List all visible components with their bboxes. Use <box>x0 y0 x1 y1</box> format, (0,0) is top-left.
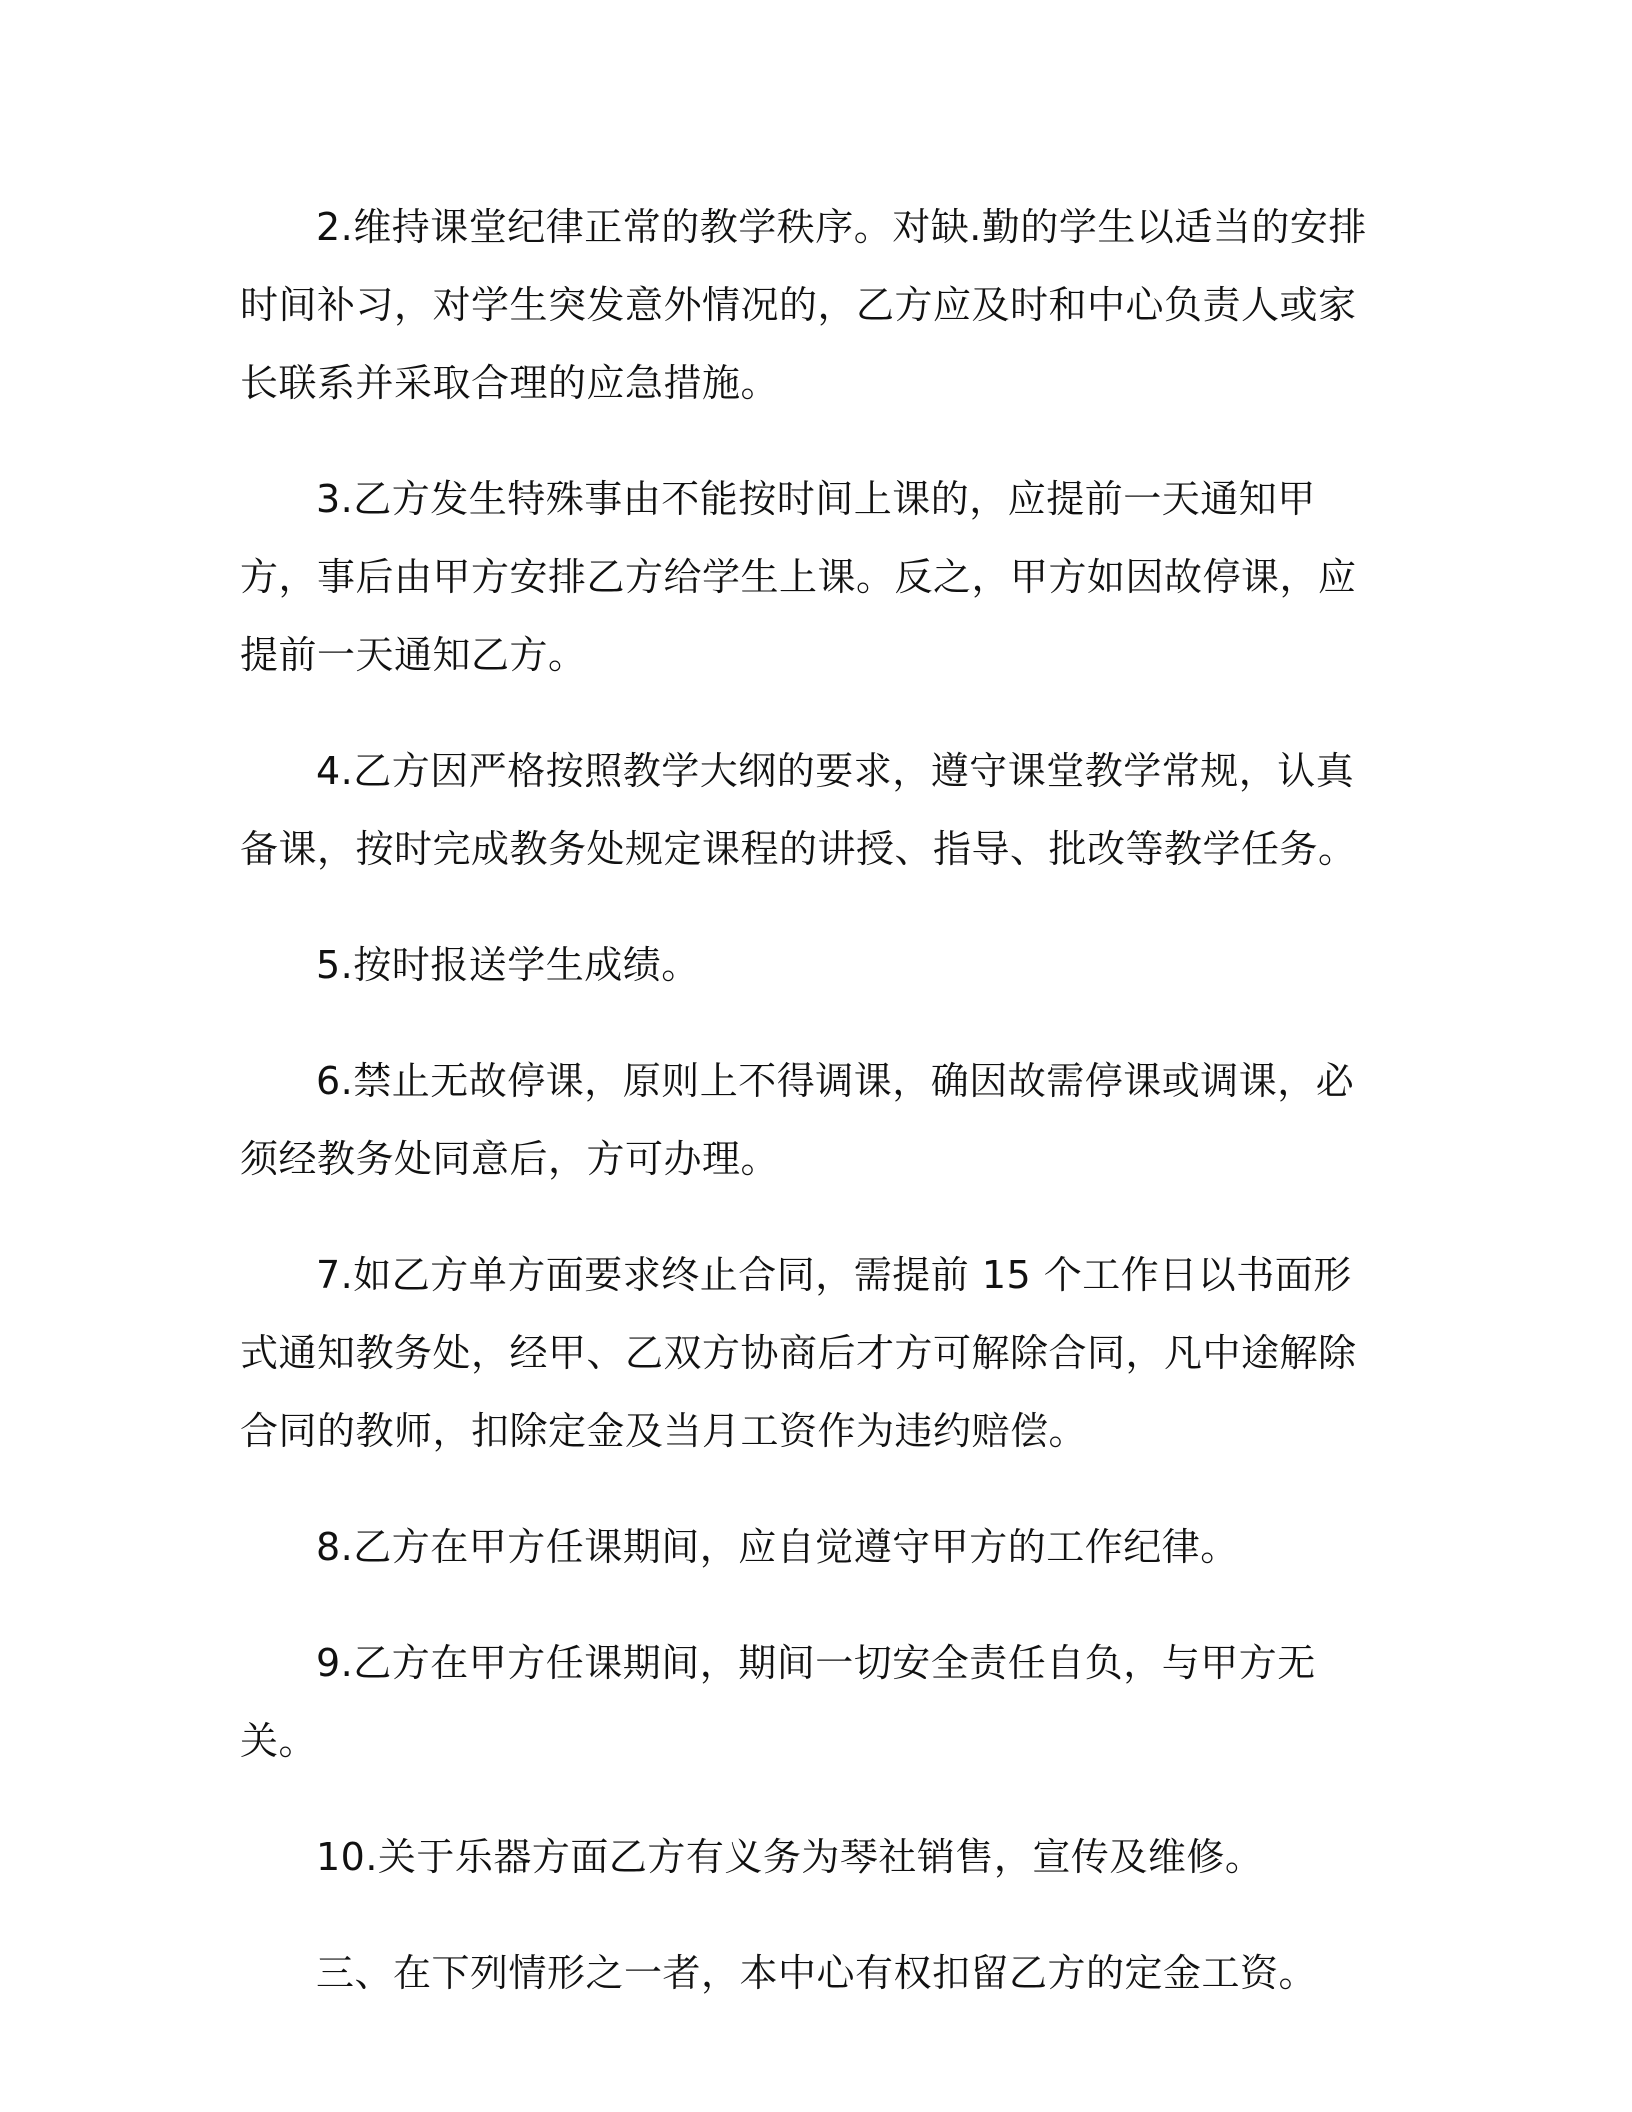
clause-6: 6.禁止无故停课，原则上不得调课，确因故需停课或调课，必须经教务处同意后，方可办理。 <box>240 1059 1355 1181</box>
clause-4: 4.乙方因严格按照教学大纲的要求，遵守课堂教学常规，认真备课，按时完成教务处规定课程的讲授、指导、批改等教学任务。 <box>240 749 1357 871</box>
clause-7: 7.如乙方单方面要求终止合同，需提前 15 个工作日以书面形式通知教务处，经甲、乙双方协商后才方可解除合同，凡中途解除合同的教师，扣除定金及当月工资作为违约赔偿。 <box>240 1253 1357 1453</box>
clause-5: 5.按时报送学生成绩。 <box>316 943 700 987</box>
clause-9: 9.乙方在甲方任课期间，期间一切安全责任自负，与甲方无关。 <box>240 1641 1316 1763</box>
section-three-heading: 三、在下列情形之一者，本中心有权扣留乙方的定金工资。 <box>316 1951 1318 1995</box>
document-body <box>240 188 1380 2050</box>
clause-2: 2.维持课堂纪律正常的教学秩序。对缺.勤的学生以适当的安排时间补习，对学生突发意外情况的，乙方应及时和中心负责人或家长联系并采取合理的应急措施。 <box>240 205 1367 405</box>
clause-10: 10.关于乐器方面乙方有义务为琴社销售，宣传及维修。 <box>316 1835 1264 1879</box>
clause-8: 8.乙方在甲方任课期间，应自觉遵守甲方的工作纪律。 <box>316 1525 1239 1569</box>
clause-3: 3.乙方发生特殊事由不能按时间上课的，应提前一天通知甲方，事后由甲方安排乙方给学生上课。反之，甲方如因故停课，应提前一天通知乙方。 <box>240 477 1357 677</box>
